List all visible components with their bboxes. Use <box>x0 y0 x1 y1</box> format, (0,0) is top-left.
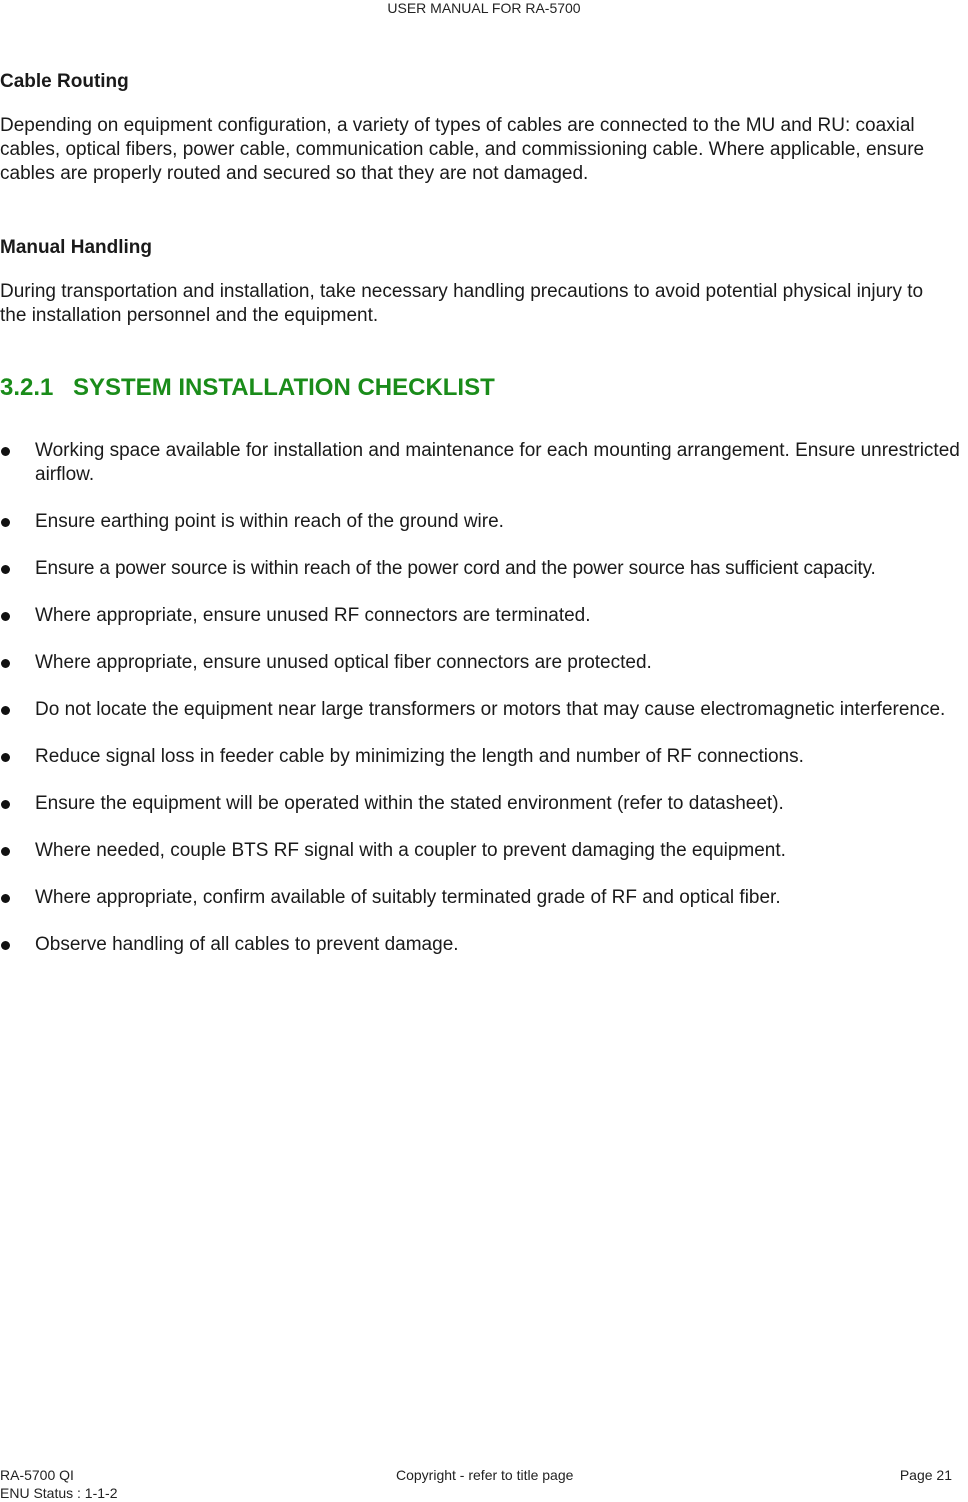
bullet-icon <box>1 800 10 809</box>
document-status: ENU Status : 1-1-2 <box>0 1485 118 1501</box>
page-number: Page 21 <box>899 1467 952 1483</box>
checklist-item-text: Where appropriate, ensure unused RF connectors are terminated. <box>35 605 591 626</box>
checklist-item-text: Reduce signal loss in feeder cable by minimizing the length and number of RF connections. <box>35 746 804 767</box>
bullet-icon <box>1 894 10 903</box>
checklist-item-text: Observe handling of all cables to prevent damage. <box>35 934 459 955</box>
checklist-item <box>0 792 968 816</box>
section-title: SYSTEM INSTALLATION CHECKLIST <box>73 374 495 401</box>
cable-routing-paragraph: Depending on equipment configuration, a variety of types of cables are connected to the MU and RU: coaxial cables, optical fibers, power cable, communication cable, and commissioning cable. Where applicable, ensure cables are properly routed and secured so that they are not damaged. <box>0 115 925 184</box>
bullet-icon <box>1 447 10 456</box>
bullet-icon <box>1 612 10 621</box>
manual-handling-paragraph: During transportation and installation, take necessary handling precautions to avoid potential physical injury to the installation personnel and the equipment. <box>0 281 924 326</box>
cable-routing-heading: Cable Routing <box>0 71 129 92</box>
checklist-item <box>0 651 968 675</box>
section-number: 3.2.1 <box>0 374 54 401</box>
manual-handling-heading: Manual Handling <box>0 237 152 258</box>
checklist-item <box>0 557 968 581</box>
bullet-icon <box>1 941 10 950</box>
checklist-item-text: Where appropriate, confirm available of suitably terminated grade of RF and optical fiber. <box>35 887 781 908</box>
checklist <box>0 439 968 957</box>
bullet-icon <box>1 847 10 856</box>
checklist-item <box>0 839 968 863</box>
bullet-icon <box>1 518 10 527</box>
checklist-item <box>0 604 968 628</box>
page-header: USER MANUAL FOR RA-5700 <box>387 0 581 16</box>
checklist-item <box>0 510 968 534</box>
cable-routing-section <box>0 70 968 186</box>
bullet-icon <box>1 659 10 668</box>
document-id: RA-5700 QI <box>0 1467 74 1483</box>
checklist-item-text: Ensure the equipment will be operated within the stated environment (refer to datasheet). <box>35 793 784 814</box>
checklist-item <box>0 886 968 910</box>
checklist-item <box>0 439 968 487</box>
checklist-item-text: Where needed, couple BTS RF signal with a coupler to prevent damaging the equipment. <box>35 840 786 861</box>
bullet-icon <box>1 565 10 574</box>
manual-handling-section <box>0 236 968 328</box>
bullet-icon <box>1 753 10 762</box>
bullet-icon <box>1 706 10 715</box>
checklist-item <box>0 933 968 957</box>
checklist-item-text: Ensure earthing point is within reach of the ground wire. <box>35 511 504 532</box>
checklist-item <box>0 745 968 769</box>
checklist-item <box>0 698 968 722</box>
copyright-notice: Copyright - refer to title page <box>396 1467 574 1483</box>
checklist-item-text: Where appropriate, ensure unused optical fiber connectors are protected. <box>35 652 652 673</box>
page-content <box>0 70 968 980</box>
checklist-item-text: Do not locate the equipment near large transformers or motors that may cause electromagnetic interference. <box>35 699 946 720</box>
checklist-item-text: Ensure a power source is within reach of the power cord and the power source has sufficient capacity. <box>35 558 876 579</box>
checklist-heading <box>0 374 968 402</box>
checklist-item-text: Working space available for installation and maintenance for each mounting arrangement. Ensure unrestricted airflow. <box>35 440 960 485</box>
